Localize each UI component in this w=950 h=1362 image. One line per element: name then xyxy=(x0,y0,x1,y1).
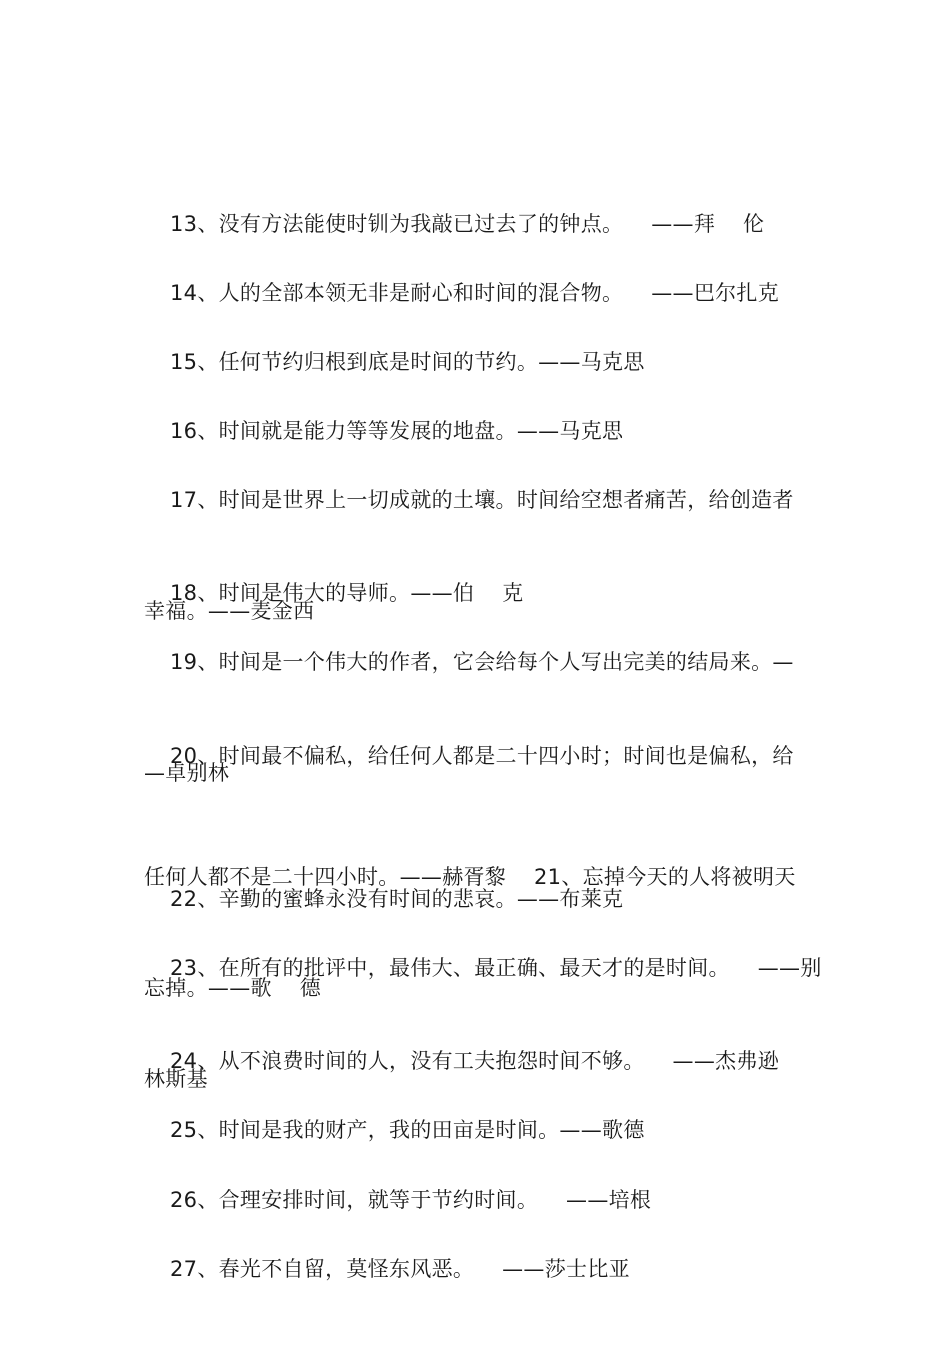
quote-line: 林斯基 xyxy=(144,1067,208,1091)
quote-line: 24、从不浪费时间的人，没有工夫抱怨时间不够。 ——杰弗逊 xyxy=(170,1049,780,1073)
quote-line: —卓别林 xyxy=(144,761,230,785)
quote-line: 忘掉。——歌 德 xyxy=(144,976,322,1000)
quote-line: 任何人都不是二十四小时。——赫胥黎 21、忘掉今天的人将被明天 xyxy=(144,865,796,889)
quote-27 xyxy=(144,1177,810,1362)
quote-line: 19、时间是一个伟大的作者，它会给每个人写出完美的结局来。— xyxy=(170,650,794,674)
quote-line: 20、时间最不偏私，给任何人都是二十四小时；时间也是偏私，给 xyxy=(170,744,794,768)
quote-line: 18、时间是伟大的导师。——伯 克 xyxy=(170,581,524,605)
quote-line: 25、时间是我的财产，我的田亩是时间。——歌德 xyxy=(170,1118,645,1142)
quote-line: 22、辛勤的蜜蜂永没有时间的悲哀。——布莱克 xyxy=(170,887,624,911)
quote-line: 13、没有方法能使时钏为我敲已过去了的钟点。 ——拜 伦 xyxy=(170,212,765,236)
quote-line: 幸福。——麦金西 xyxy=(144,599,315,623)
quote-line: 14、人的全部本领无非是耐心和时间的混合物。 ——巴尔扎克 xyxy=(170,281,780,305)
quote-line: 26、合理安排时间，就等于节约时间。 ——培根 xyxy=(170,1188,652,1212)
quote-line: 16、时间就是能力等等发展的地盘。——马克思 xyxy=(170,419,624,443)
quote-line: 15、任何节约归根到底是时间的节约。——马克思 xyxy=(170,350,645,374)
quote-line: 27、春光不自留，莫怪东风恶。 ——莎士比亚 xyxy=(170,1257,630,1281)
quote-line: 23、在所有的批评中，最伟大、最正确、最天才的是时间。 ——别 xyxy=(170,956,822,980)
quote-line: 17、时间是世界上一切成就的土壤。时间给空想者痛苦，给创造者 xyxy=(170,488,794,512)
